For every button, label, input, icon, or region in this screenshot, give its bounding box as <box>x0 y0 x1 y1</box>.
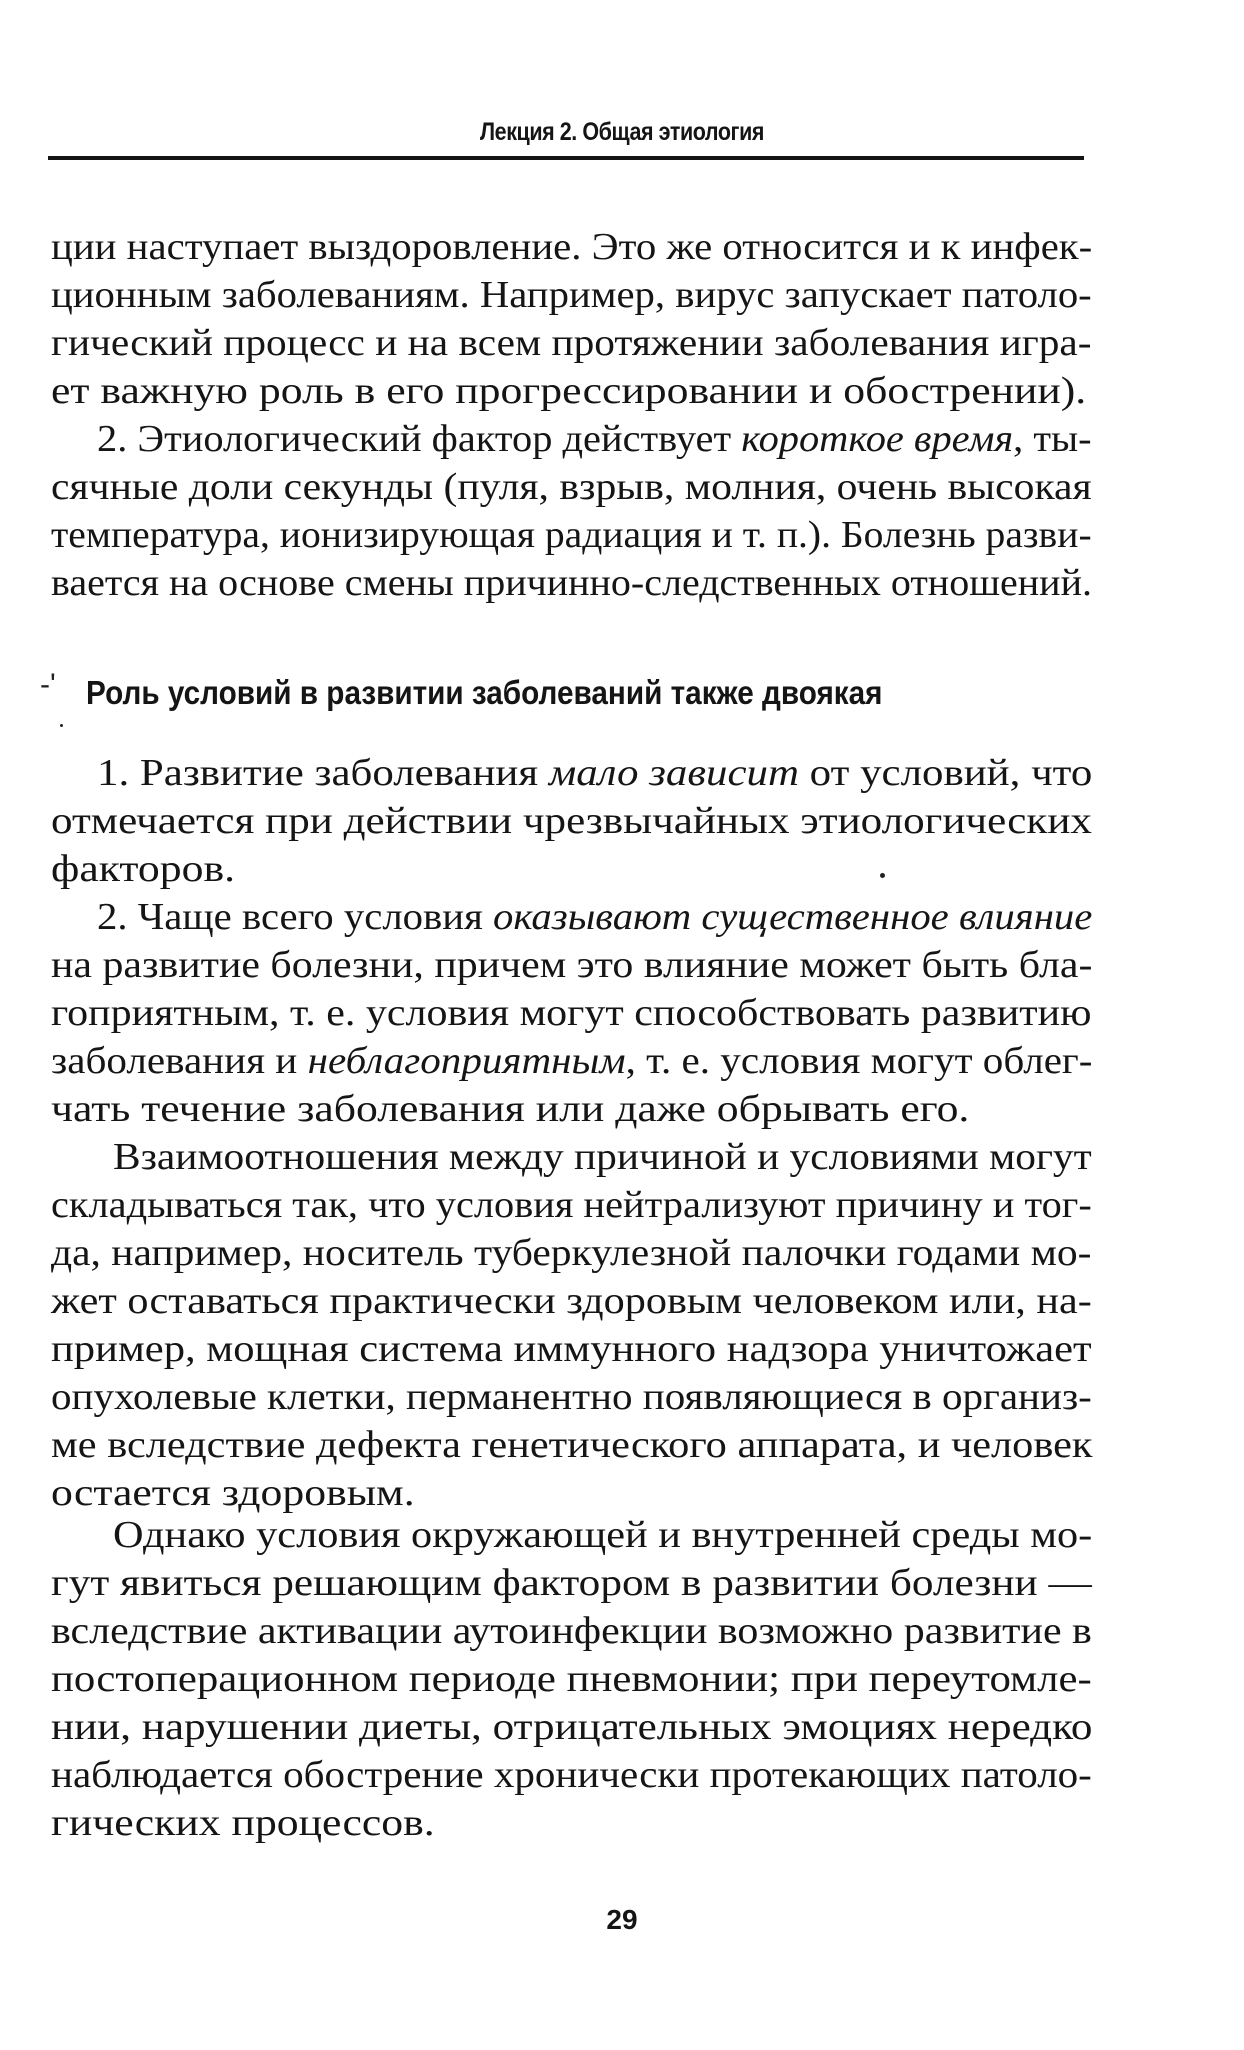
body-line: складываться так, что условия нейтрализуют причину и тог- <box>51 1184 1092 1226</box>
text-run: 2. Этиологический фактор действует <box>97 418 742 460</box>
section-heading: Роль условий в развитии заболеваний также двоякая <box>86 674 883 711</box>
text-run: 2. Чаще всего условия <box>97 896 494 938</box>
body-line: постоперационном периоде пневмонии; при переутомле- <box>51 1658 1092 1700</box>
emphasis-text: оказывают существенное влияние <box>493 896 1093 938</box>
body-line: нии, нарушении диеты, отрицательных эмоциях нередко <box>51 1706 1093 1748</box>
running-title: Лекция 2. Общая этиология <box>480 118 764 146</box>
body-line: Однако условия окружающей и внутренней среды мо- <box>113 1514 1093 1556</box>
body-line: гических процессов. <box>51 1802 435 1844</box>
body-line: вается на основе смены причинно-следственных отношений. <box>51 562 1092 604</box>
body-line: температура, ионизирующая радиация и т. п.). Болезнь разви- <box>51 514 1092 556</box>
speck-mark <box>880 873 885 878</box>
body-line: вследствие активации аутоинфекции возможно развитие в <box>51 1610 1092 1652</box>
body-line: да, например, носитель туберкулезной палочки годами мо- <box>51 1232 1092 1274</box>
body-line: отмечается при действии чрезвычайных этиологических <box>51 800 1092 842</box>
body-line <box>97 894 1092 940</box>
body-line: гический процесс и на всем протяжении заболевания игра- <box>51 322 1092 364</box>
page-number: 29 <box>606 1904 638 1935</box>
body-line: сячные доли секунды (пуля, взрыв, молния, очень высокая <box>51 466 1092 508</box>
text-run: , т. е. условия могут облег- <box>625 1040 1093 1082</box>
body-line: чать течение заболевания или даже обрывать его. <box>51 1088 970 1130</box>
emphasis-text: короткое время <box>741 418 1014 460</box>
body-line: гоприятным, т. е. условия могут способствовать развитию <box>51 992 1092 1034</box>
body-line: ет важную роль в его прогрессировании и обострении). <box>51 370 1087 412</box>
text-run: 1. Развитие заболевания <box>97 752 549 794</box>
text-run: , ты- <box>1013 418 1092 460</box>
emphasis-text: мало зависит <box>548 752 799 794</box>
text-run: от условий, что <box>798 752 1093 794</box>
body-line: ции наступает выздоровление. Это же относится и к инфек- <box>51 226 1093 268</box>
body-line <box>97 416 1092 462</box>
body-line: гут явиться решающим фактором в развитии болезни — <box>51 1562 1092 1604</box>
body-line: ме вследствие дефекта генетического аппарата, и человек <box>51 1424 1093 1466</box>
body-line: факторов. <box>51 848 235 890</box>
margin-mark: -' <box>40 668 56 701</box>
speck-mark <box>60 724 63 727</box>
emphasis-text: неблагоприятным <box>307 1040 626 1082</box>
header-rule <box>48 156 1084 160</box>
body-line: пример, мощная система иммунного надзора уничтожает <box>51 1328 1092 1370</box>
body-line: наблюдается обострение хронически протекающих патоло- <box>51 1754 1092 1796</box>
body-line <box>97 750 1092 796</box>
body-line: опухолевые клетки, перманентно появляющиеся в организ- <box>51 1376 1092 1418</box>
body-line: Взаимоотношения между причиной и условиями могут <box>113 1136 1092 1178</box>
body-line: на развитие болезни, причем это влияние может быть бла- <box>51 944 1093 986</box>
body-line <box>51 1038 1092 1084</box>
text-run: заболевания и <box>51 1040 308 1082</box>
body-line: ционным заболеваниям. Например, вирус запускает патоло- <box>51 274 1092 316</box>
body-line: жет оставаться практически здоровым человеком или, на- <box>51 1280 1092 1322</box>
body-line: остается здоровым. <box>51 1472 415 1514</box>
